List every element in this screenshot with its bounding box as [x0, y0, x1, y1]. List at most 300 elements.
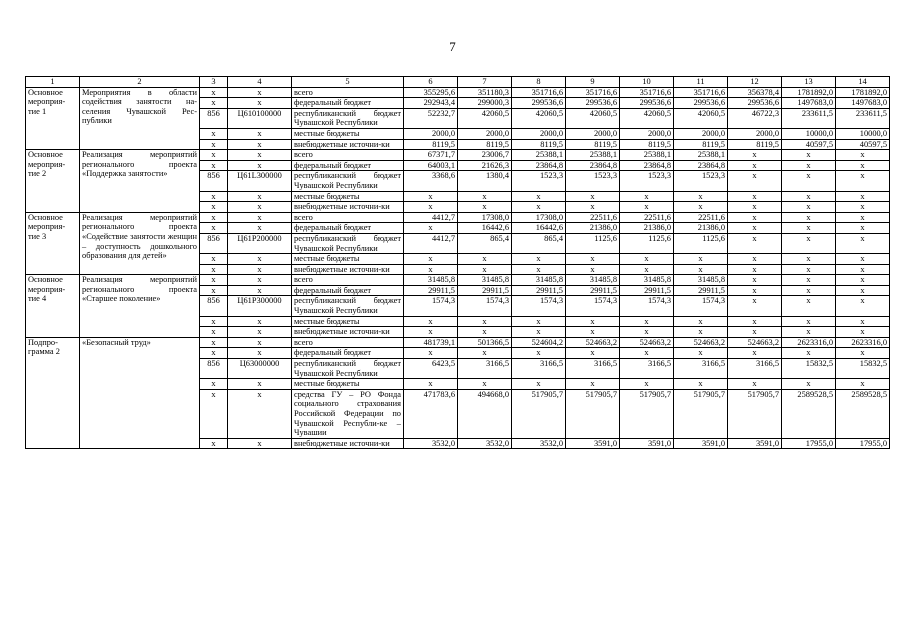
value-cell: x	[728, 223, 782, 234]
value-cell: x	[404, 202, 458, 213]
value-cell: x	[836, 191, 890, 202]
value-cell: 1523,3	[512, 171, 566, 191]
budget-classification-cell: x	[228, 264, 292, 275]
value-cell: 8119,5	[458, 139, 512, 150]
value-cell: 524663,2	[674, 337, 728, 348]
value-cell: x	[728, 348, 782, 359]
code-cell: x	[200, 337, 228, 348]
program-name-cell: Подпро-грамма 2	[26, 337, 80, 449]
value-cell: 1574,3	[404, 296, 458, 316]
code-cell: 856	[200, 233, 228, 253]
value-cell: 29911,5	[458, 285, 512, 296]
budget-table	[25, 76, 890, 449]
table-row	[26, 337, 890, 348]
funding-source-cell: федеральный бюджет	[292, 223, 404, 234]
value-cell: 517905,7	[512, 389, 566, 438]
value-cell: 3532,0	[404, 438, 458, 449]
value-cell: 3591,0	[674, 438, 728, 449]
code-cell: x	[200, 160, 228, 171]
value-cell: x	[782, 212, 836, 223]
value-cell: x	[458, 254, 512, 265]
column-number: 8	[512, 77, 566, 88]
value-cell: 8119,5	[728, 139, 782, 150]
value-cell: x	[566, 264, 620, 275]
value-cell: 524663,2	[566, 337, 620, 348]
value-cell: 299000,3	[458, 98, 512, 109]
program-description-cell: Мероприятия в области содействия занятости на-селения Чувашской Рес-публики	[80, 87, 200, 150]
value-cell: x	[674, 254, 728, 265]
value-cell: 31485,8	[404, 275, 458, 286]
value-cell: 22511,6	[620, 212, 674, 223]
column-number: 10	[620, 77, 674, 88]
value-cell: 2000,0	[404, 128, 458, 139]
value-cell: 22511,6	[566, 212, 620, 223]
budget-classification-cell: x	[228, 254, 292, 265]
value-cell: 31485,8	[620, 275, 674, 286]
budget-classification-cell: x	[228, 212, 292, 223]
value-cell: 299536,6	[512, 98, 566, 109]
code-cell: 856	[200, 171, 228, 191]
budget-classification-cell: x	[228, 337, 292, 348]
value-cell: 29911,5	[674, 285, 728, 296]
budget-classification-cell: Ц610100000	[228, 108, 292, 128]
value-cell: 3166,5	[620, 359, 674, 379]
column-number: 7	[458, 77, 512, 88]
table-header-row	[26, 77, 890, 88]
value-cell: 1125,6	[620, 233, 674, 253]
value-cell: x	[728, 285, 782, 296]
budget-classification-cell: x	[228, 223, 292, 234]
funding-source-cell: всего	[292, 212, 404, 223]
table-row	[26, 87, 890, 98]
budget-classification-cell: Ц61P200000	[228, 233, 292, 253]
budget-classification-cell: x	[228, 150, 292, 161]
value-cell: x	[674, 264, 728, 275]
value-cell: x	[458, 379, 512, 390]
code-cell: x	[200, 389, 228, 438]
value-cell: x	[782, 254, 836, 265]
value-cell: 4412,7	[404, 233, 458, 253]
value-cell: 16442,6	[512, 223, 566, 234]
code-cell: x	[200, 202, 228, 213]
value-cell: 517905,7	[566, 389, 620, 438]
value-cell: 4412,7	[404, 212, 458, 223]
value-cell: x	[836, 285, 890, 296]
value-cell: 42060,5	[566, 108, 620, 128]
value-cell: 517905,7	[674, 389, 728, 438]
funding-source-cell: внебюджетные источни-ки	[292, 264, 404, 275]
value-cell: 3368,6	[404, 171, 458, 191]
value-cell: 1574,3	[512, 296, 566, 316]
value-cell: x	[782, 264, 836, 275]
value-cell: 524604,2	[512, 337, 566, 348]
funding-source-cell: федеральный бюджет	[292, 285, 404, 296]
value-cell: 1523,3	[620, 171, 674, 191]
value-cell: 25388,1	[566, 150, 620, 161]
value-cell: 351180,3	[458, 87, 512, 98]
funding-source-cell: местные бюджеты	[292, 316, 404, 327]
table-row	[26, 275, 890, 286]
value-cell: 3591,0	[728, 438, 782, 449]
code-cell: x	[200, 348, 228, 359]
value-cell: x	[836, 160, 890, 171]
value-cell: 524663,2	[728, 337, 782, 348]
value-cell: x	[836, 316, 890, 327]
value-cell: 2000,0	[620, 128, 674, 139]
budget-classification-cell: x	[228, 128, 292, 139]
value-cell: x	[782, 379, 836, 390]
value-cell: x	[458, 264, 512, 275]
value-cell: x	[782, 171, 836, 191]
value-cell: x	[620, 316, 674, 327]
budget-classification-cell: x	[228, 275, 292, 286]
value-cell: x	[404, 379, 458, 390]
value-cell: 17308,0	[458, 212, 512, 223]
value-cell: 3591,0	[566, 438, 620, 449]
value-cell: x	[782, 202, 836, 213]
funding-source-cell: федеральный бюджет	[292, 348, 404, 359]
code-cell: x	[200, 285, 228, 296]
value-cell: x	[674, 202, 728, 213]
code-cell: 856	[200, 359, 228, 379]
budget-classification-cell: x	[228, 438, 292, 449]
value-cell: x	[836, 171, 890, 191]
value-cell: 481739,1	[404, 337, 458, 348]
table-row	[26, 150, 890, 161]
code-cell: x	[200, 264, 228, 275]
value-cell: x	[728, 171, 782, 191]
funding-source-cell: всего	[292, 275, 404, 286]
value-cell: x	[458, 316, 512, 327]
value-cell: x	[404, 316, 458, 327]
value-cell: 3166,5	[512, 359, 566, 379]
budget-classification-cell: x	[228, 389, 292, 438]
value-cell: x	[458, 202, 512, 213]
value-cell: x	[566, 316, 620, 327]
code-cell: x	[200, 327, 228, 338]
column-number: 1	[26, 77, 80, 88]
funding-source-cell: всего	[292, 87, 404, 98]
program-name-cell: Основное мероприя-тие 1	[26, 87, 80, 150]
value-cell: x	[728, 212, 782, 223]
program-description-cell: Реализация мероприятий регионального проекта «Поддержка занятости»	[80, 150, 200, 213]
funding-source-cell: местные бюджеты	[292, 128, 404, 139]
value-cell: x	[728, 233, 782, 253]
value-cell: 233611,5	[836, 108, 890, 128]
value-cell: x	[728, 150, 782, 161]
value-cell: x	[782, 150, 836, 161]
value-cell: 40597,5	[782, 139, 836, 150]
value-cell: 865,4	[512, 233, 566, 253]
program-name-cell: Основное мероприя-тие 4	[26, 275, 80, 338]
value-cell: 23864,8	[620, 160, 674, 171]
value-cell: 1125,6	[566, 233, 620, 253]
value-cell: x	[728, 379, 782, 390]
value-cell: x	[620, 348, 674, 359]
value-cell: x	[674, 348, 728, 359]
value-cell: 1497683,0	[782, 98, 836, 109]
column-number: 11	[674, 77, 728, 88]
value-cell: x	[512, 379, 566, 390]
value-cell: x	[836, 296, 890, 316]
value-cell: x	[512, 191, 566, 202]
value-cell: 1781892,0	[782, 87, 836, 98]
value-cell: 8119,5	[566, 139, 620, 150]
value-cell: x	[404, 264, 458, 275]
code-cell: x	[200, 150, 228, 161]
value-cell: x	[836, 327, 890, 338]
code-cell: 856	[200, 296, 228, 316]
value-cell: x	[836, 233, 890, 253]
value-cell: 865,4	[458, 233, 512, 253]
funding-source-cell: внебюджетные источни-ки	[292, 327, 404, 338]
value-cell: x	[566, 254, 620, 265]
value-cell: 29911,5	[566, 285, 620, 296]
value-cell: 42060,5	[674, 108, 728, 128]
funding-source-cell: всего	[292, 337, 404, 348]
value-cell: 299536,6	[674, 98, 728, 109]
value-cell: 22511,6	[674, 212, 728, 223]
value-cell: x	[404, 223, 458, 234]
value-cell: x	[782, 223, 836, 234]
value-cell: 517905,7	[728, 389, 782, 438]
budget-classification-cell: x	[228, 191, 292, 202]
value-cell: 2589528,5	[836, 389, 890, 438]
value-cell: 2000,0	[674, 128, 728, 139]
value-cell: x	[782, 275, 836, 286]
value-cell: 23864,8	[566, 160, 620, 171]
value-cell: x	[728, 254, 782, 265]
value-cell: x	[620, 202, 674, 213]
code-cell: x	[200, 223, 228, 234]
budget-classification-cell: x	[228, 316, 292, 327]
value-cell: x	[566, 327, 620, 338]
budget-classification-cell: x	[228, 139, 292, 150]
value-cell: 31485,8	[458, 275, 512, 286]
value-cell: x	[836, 150, 890, 161]
value-cell: 8119,5	[512, 139, 566, 150]
code-cell: x	[200, 316, 228, 327]
value-cell: x	[566, 191, 620, 202]
value-cell: 3166,5	[674, 359, 728, 379]
program-name-cell: Основное мероприя-тие 2	[26, 150, 80, 213]
code-cell: x	[200, 128, 228, 139]
value-cell: 2623316,0	[836, 337, 890, 348]
value-cell: 6423,5	[404, 359, 458, 379]
code-cell: x	[200, 379, 228, 390]
budget-classification-cell: x	[228, 160, 292, 171]
value-cell: x	[836, 223, 890, 234]
value-cell: 21626,3	[458, 160, 512, 171]
value-cell: 299536,6	[620, 98, 674, 109]
value-cell: 8119,5	[674, 139, 728, 150]
value-cell: 23006,7	[458, 150, 512, 161]
value-cell: 1574,3	[566, 296, 620, 316]
value-cell: x	[836, 264, 890, 275]
funding-source-cell: внебюджетные источни-ки	[292, 438, 404, 449]
funding-source-cell: федеральный бюджет	[292, 160, 404, 171]
value-cell: 1781892,0	[836, 87, 890, 98]
value-cell: 42060,5	[512, 108, 566, 128]
value-cell: x	[836, 348, 890, 359]
value-cell: 2000,0	[458, 128, 512, 139]
value-cell: x	[404, 327, 458, 338]
value-cell: 3166,5	[566, 359, 620, 379]
value-cell: 471783,6	[404, 389, 458, 438]
funding-source-cell: внебюджетные источни-ки	[292, 202, 404, 213]
value-cell: x	[674, 327, 728, 338]
value-cell: 2623316,0	[782, 337, 836, 348]
value-cell: 46722,3	[728, 108, 782, 128]
code-cell: x	[200, 275, 228, 286]
value-cell: 8119,5	[620, 139, 674, 150]
code-cell: x	[200, 87, 228, 98]
value-cell: x	[782, 296, 836, 316]
value-cell: 524663,2	[620, 337, 674, 348]
value-cell: 42060,5	[620, 108, 674, 128]
value-cell: 25388,1	[620, 150, 674, 161]
value-cell: 42060,5	[458, 108, 512, 128]
column-number: 6	[404, 77, 458, 88]
value-cell: 31485,8	[512, 275, 566, 286]
value-cell: x	[404, 191, 458, 202]
program-name-cell: Основное мероприя-тие 3	[26, 212, 80, 275]
value-cell: x	[458, 327, 512, 338]
value-cell: x	[458, 191, 512, 202]
value-cell: x	[620, 264, 674, 275]
value-cell: 1125,6	[674, 233, 728, 253]
value-cell: 355295,6	[404, 87, 458, 98]
value-cell: x	[728, 327, 782, 338]
value-cell: x	[728, 264, 782, 275]
value-cell: 23864,8	[674, 160, 728, 171]
code-cell: 856	[200, 108, 228, 128]
value-cell: 351716,6	[512, 87, 566, 98]
value-cell: 1523,3	[674, 171, 728, 191]
value-cell: 17955,0	[782, 438, 836, 449]
funding-source-cell: местные бюджеты	[292, 254, 404, 265]
value-cell: x	[620, 191, 674, 202]
value-cell: 3591,0	[620, 438, 674, 449]
value-cell: 3166,5	[728, 359, 782, 379]
value-cell: x	[566, 202, 620, 213]
budget-classification-cell: x	[228, 348, 292, 359]
value-cell: 1523,3	[566, 171, 620, 191]
value-cell: x	[512, 316, 566, 327]
page-number: 7	[449, 39, 456, 54]
value-cell: x	[512, 254, 566, 265]
value-cell: 299536,6	[566, 98, 620, 109]
funding-source-cell: республиканский бюджет Чувашской Республики	[292, 359, 404, 379]
table-row	[26, 212, 890, 223]
value-cell: x	[728, 316, 782, 327]
value-cell: x	[836, 202, 890, 213]
value-cell: 2000,0	[566, 128, 620, 139]
value-cell: 17955,0	[836, 438, 890, 449]
value-cell: 64003,1	[404, 160, 458, 171]
value-cell: x	[566, 348, 620, 359]
value-cell: 501366,5	[458, 337, 512, 348]
value-cell: 299536,6	[728, 98, 782, 109]
value-cell: x	[728, 160, 782, 171]
value-cell: 292943,4	[404, 98, 458, 109]
funding-source-cell: местные бюджеты	[292, 379, 404, 390]
value-cell: x	[782, 160, 836, 171]
value-cell: x	[620, 327, 674, 338]
program-description-cell: «Безопасный труд»	[80, 337, 200, 449]
funding-source-cell: республиканский бюджет Чувашской Республики	[292, 171, 404, 191]
value-cell: 494668,0	[458, 389, 512, 438]
value-cell: 3532,0	[458, 438, 512, 449]
value-cell: x	[782, 191, 836, 202]
funding-source-cell: внебюджетные источни-ки	[292, 139, 404, 150]
funding-source-cell: республиканский бюджет Чувашской Республики	[292, 233, 404, 253]
budget-classification-cell: Ц61P300000	[228, 296, 292, 316]
code-cell: x	[200, 98, 228, 109]
value-cell: x	[782, 285, 836, 296]
value-cell: 25388,1	[674, 150, 728, 161]
value-cell: 517905,7	[620, 389, 674, 438]
budget-classification-cell: Ц63000000	[228, 359, 292, 379]
code-cell: x	[200, 438, 228, 449]
value-cell: x	[836, 254, 890, 265]
value-cell: x	[674, 316, 728, 327]
value-cell: x	[674, 191, 728, 202]
value-cell: x	[836, 275, 890, 286]
value-cell: 1574,3	[458, 296, 512, 316]
budget-classification-cell: x	[228, 87, 292, 98]
value-cell: 1497683,0	[836, 98, 890, 109]
value-cell: x	[836, 379, 890, 390]
column-number: 2	[80, 77, 200, 88]
budget-classification-cell: x	[228, 285, 292, 296]
value-cell: 1574,3	[620, 296, 674, 316]
value-cell: x	[674, 379, 728, 390]
value-cell: 25388,1	[512, 150, 566, 161]
value-cell: 21386,0	[620, 223, 674, 234]
value-cell: 10000,0	[782, 128, 836, 139]
value-cell: x	[782, 348, 836, 359]
value-cell: x	[512, 348, 566, 359]
column-number: 9	[566, 77, 620, 88]
funding-source-cell: средства ГУ – РО Фонда социального страхования Российской Федерации по Чувашской Республи-ке – Чувашии	[292, 389, 404, 438]
value-cell: 3166,5	[458, 359, 512, 379]
value-cell: x	[782, 316, 836, 327]
value-cell: 1380,4	[458, 171, 512, 191]
funding-source-cell: местные бюджеты	[292, 191, 404, 202]
value-cell: 40597,5	[836, 139, 890, 150]
value-cell: 67371,7	[404, 150, 458, 161]
column-number: 3	[200, 77, 228, 88]
budget-classification-cell: x	[228, 202, 292, 213]
value-cell: 8119,5	[404, 139, 458, 150]
value-cell: 10000,0	[836, 128, 890, 139]
value-cell: 3532,0	[512, 438, 566, 449]
value-cell: 31485,8	[674, 275, 728, 286]
value-cell: x	[512, 327, 566, 338]
funding-source-cell: республиканский бюджет Чувашской Республики	[292, 296, 404, 316]
budget-classification-cell: x	[228, 327, 292, 338]
budget-classification-cell: x	[228, 379, 292, 390]
funding-source-cell: республиканский бюджет Чувашской Республики	[292, 108, 404, 128]
value-cell: x	[728, 296, 782, 316]
code-cell: x	[200, 254, 228, 265]
value-cell: 2589528,5	[782, 389, 836, 438]
value-cell: x	[404, 348, 458, 359]
code-cell: x	[200, 212, 228, 223]
value-cell: 29911,5	[404, 285, 458, 296]
value-cell: 356378,4	[728, 87, 782, 98]
